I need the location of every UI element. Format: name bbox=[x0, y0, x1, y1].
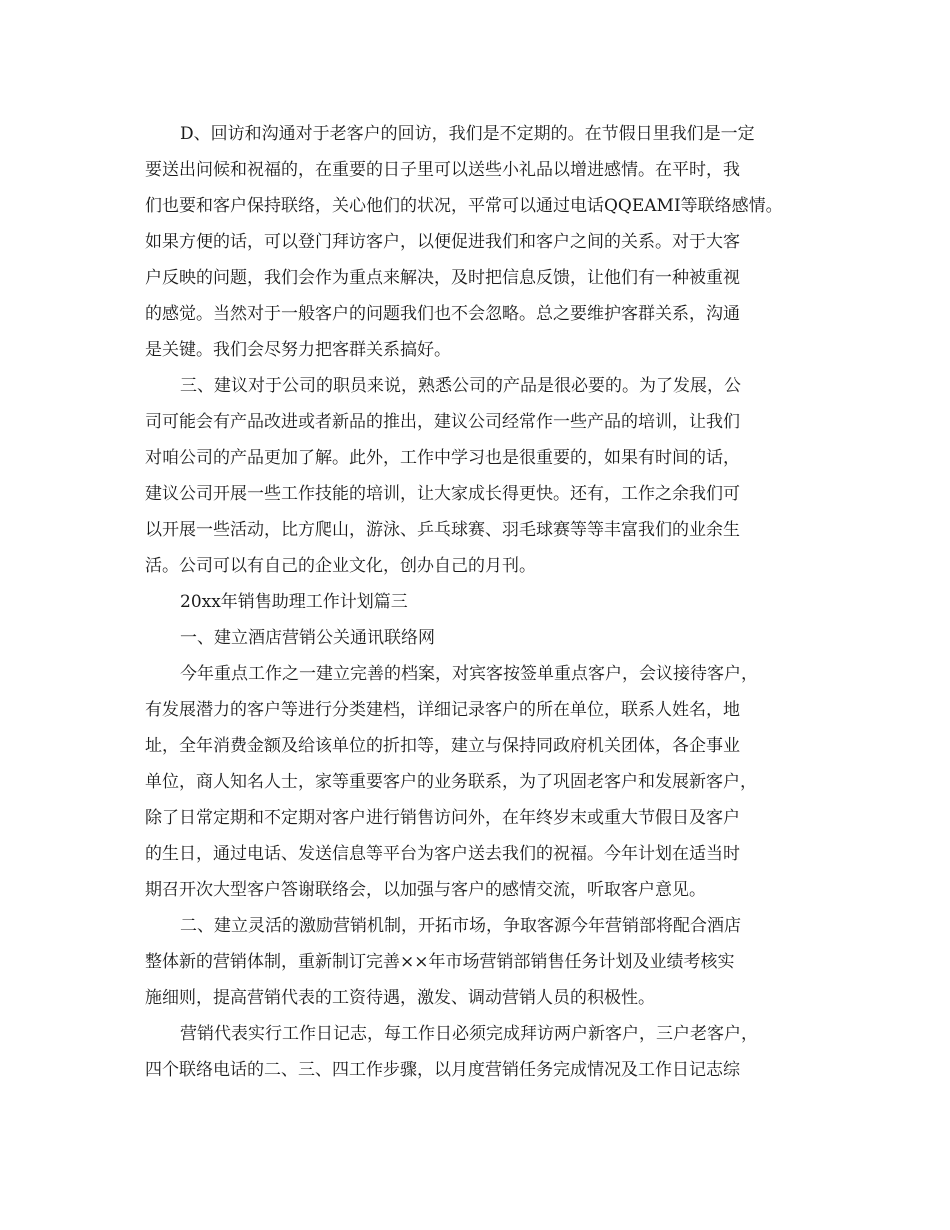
paragraph-line: 营销代表实行工作日记志，每工作日必须完成拜访两户新客户，三户老客户， bbox=[180, 1024, 758, 1044]
paragraph-line: 们也要和客户保持联络，关心他们的状况，平常可以通过电话QQEAMI等联络感情。 bbox=[145, 196, 783, 216]
paragraph-line: 建议公司开展一些工作技能的培训，让大家成长得更快。还有，工作之余我们可 bbox=[145, 484, 740, 504]
paragraph-line: 除了日常定期和不定期对客户进行销售访问外，在年终岁末或重大节假日及客户 bbox=[145, 808, 740, 828]
paragraph-line: 的感觉。当然对于一般客户的问题我们也不会忽略。总之要维护客群关系，沟通 bbox=[145, 304, 740, 324]
paragraph-line: 要送出问候和祝福的，在重要的日子里可以送些小礼品以增进感情。在平时，我 bbox=[145, 160, 740, 180]
paragraph-line: 户反映的问题，我们会作为重点来解决，及时把信息反馈，让他们有一种被重视 bbox=[145, 268, 740, 288]
paragraph-line: D、回访和沟通对于老客户的回访，我们是不定期的。在节假日里我们是一定 bbox=[180, 124, 755, 144]
paragraph-line: 司可能会有产品改进或者新品的推出，建议公司经常作一些产品的培训，让我们 bbox=[145, 412, 740, 432]
paragraph-line: 三、建议对于公司的职员来说，熟悉公司的产品是很必要的。为了发展，公 bbox=[180, 376, 741, 396]
paragraph-line: 址，全年消费金额及给该单位的折扣等，建立与保持同政府机关团体，各企事业 bbox=[145, 736, 740, 756]
section-heading: 20xx年销售助理工作计划篇三 bbox=[180, 592, 408, 612]
paragraph-line: 如果方便的话，可以登门拜访客户，以便促进我们和客户之间的关系。对于大客 bbox=[145, 232, 740, 252]
paragraph-line: 施细则，提高营销代表的工资待遇，激发、调动营销人员的积极性。 bbox=[145, 988, 655, 1008]
paragraph-line: 期召开次大型客户答谢联络会，以加强与客户的感情交流，听取客户意见。 bbox=[145, 880, 706, 900]
paragraph-line: 单位，商人知名人士，家等重要客户的业务联系，为了巩固老客户和发展新客户， bbox=[145, 772, 757, 792]
paragraph-line: 今年重点工作之一建立完善的档案，对宾客按签单重点客户，会议接待客户， bbox=[180, 664, 758, 684]
paragraph-line: 整体新的营销体制，重新制订完善××年市场营销部销售任务计划及业绩考核实 bbox=[145, 952, 735, 972]
paragraph-line: 有发展潜力的客户等进行分类建档，详细记录客户的所在单位，联系人姓名，地 bbox=[145, 700, 740, 720]
paragraph-line: 对咱公司的产品更加了解。此外，工作中学习也是很重要的，如果有时间的话， bbox=[145, 448, 740, 468]
paragraph-line: 四个联络电话的二、三、四工作步骤，以月度营销任务完成情况及工作日记志综 bbox=[145, 1060, 740, 1080]
paragraph-line: 二、建立灵活的激励营销机制，开拓市场，争取客源今年营销部将配合酒店 bbox=[180, 916, 741, 936]
paragraph-line: 以开展一些活动，比方爬山，游泳、乒乓球赛、羽毛球赛等等丰富我们的业余生 bbox=[145, 520, 740, 540]
section-heading: 一、建立酒店营销公关通讯联络网 bbox=[180, 628, 435, 648]
paragraph-line: 的生日，通过电话、发送信息等平台为客户送去我们的祝福。今年计划在适当时 bbox=[145, 844, 740, 864]
paragraph-line: 活。公司可以有自己的企业文化，创办自己的月刊。 bbox=[145, 556, 536, 576]
paragraph-line: 是关键。我们会尽努力把客群关系搞好。 bbox=[145, 340, 451, 360]
